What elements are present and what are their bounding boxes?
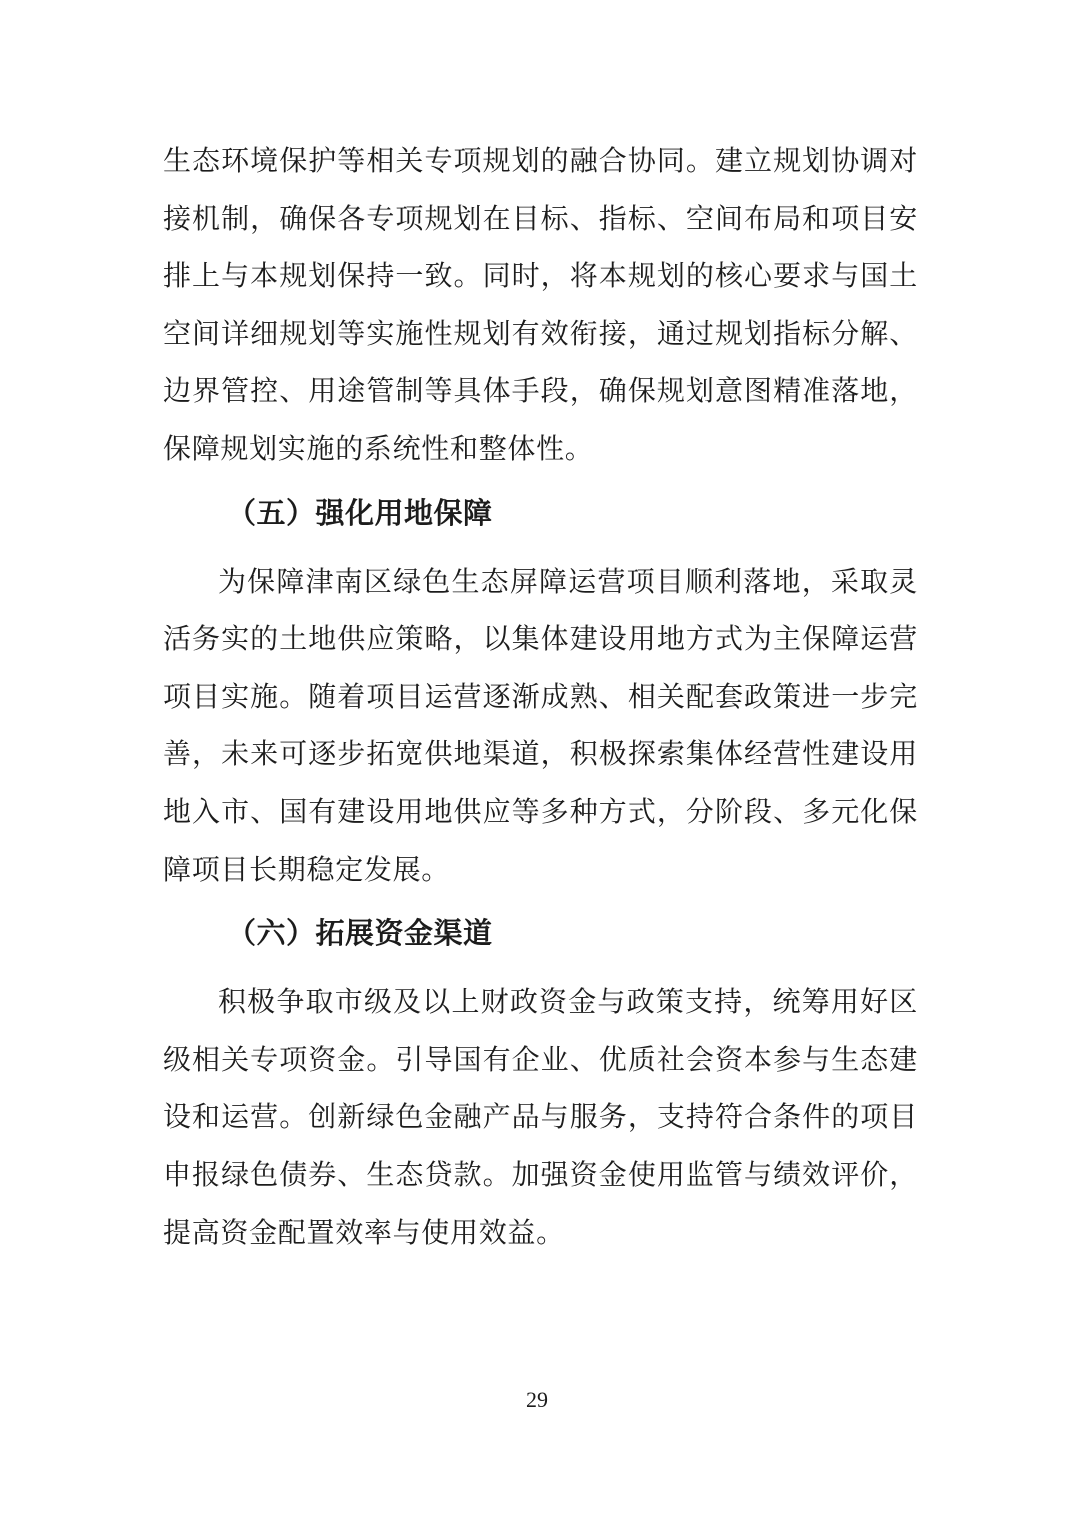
section-heading-5: （五）强化用地保障 xyxy=(227,497,493,530)
text-line: 为保障津南区绿色生态屏障运营项目顺利落地，采取灵 xyxy=(218,566,918,598)
intro-paragraph xyxy=(163,133,918,479)
section-5-paragraph xyxy=(163,554,918,900)
text-line: 项目实施。随着项目运营逐渐成熟、相关配套政策进一步完 xyxy=(163,681,918,713)
text-line: 级相关专项资金。引导国有企业、优质社会资本参与生态建 xyxy=(163,1044,918,1076)
text-line: 积极争取市级及以上财政资金与政策支持，统筹用好区 xyxy=(218,987,918,1019)
text-line: 空间详细规划等实施性规划有效衔接，通过规划指标分解、 xyxy=(163,318,918,350)
text-line: 申报绿色债券、生态贷款。加强资金使用监管与绩效评价， xyxy=(163,1159,918,1191)
section-heading-6: （六）拓展资金渠道 xyxy=(227,918,493,951)
page-number: 29 xyxy=(526,1387,548,1412)
text-line: 边界管控、用途管制等具体手段，确保规划意图精准落地， xyxy=(163,376,918,408)
text-line: 障项目长期稳定发展。 xyxy=(163,854,451,886)
text-line: 保障规划实施的系统性和整体性。 xyxy=(163,433,594,465)
text-line: 善，未来可逐步拓宽供地渠道，积极探索集体经营性建设用 xyxy=(163,739,918,771)
text-line: 接机制，确保各专项规划在目标、指标、空间布局和项目安 xyxy=(163,203,918,235)
text-line: 活务实的土地供应策略，以集体建设用地方式为主保障运营 xyxy=(163,624,918,656)
section-6-paragraph xyxy=(163,974,918,1262)
page-content xyxy=(163,133,918,1262)
text-line: 地入市、国有建设用地供应等多种方式，分阶段、多元化保 xyxy=(163,796,918,828)
text-line: 设和运营。创新绿色金融产品与服务，支持符合条件的项目 xyxy=(163,1102,918,1134)
text-line: 生态环境保护等相关专项规划的融合协同。建立规划协调对 xyxy=(163,146,918,177)
text-line: 提高资金配置效率与使用效益。 xyxy=(163,1217,565,1249)
text-line: 排上与本规划保持一致。同时，将本规划的核心要求与国土 xyxy=(163,261,918,293)
